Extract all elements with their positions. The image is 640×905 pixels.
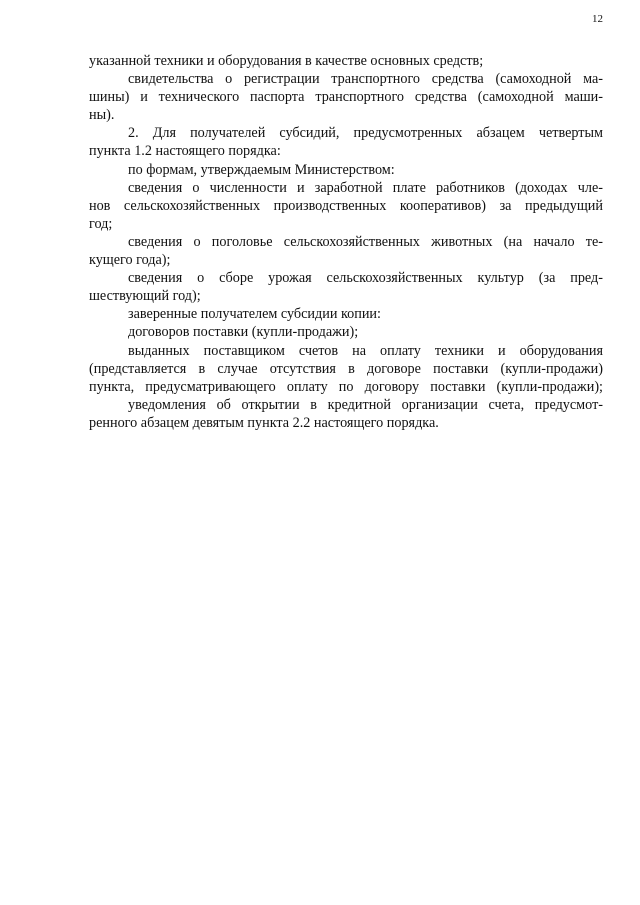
text-line: договоров поставки (купли-продажи); [128,324,359,341]
text-line: уведомления об открытии в кредитной организации счета, предусмот- [128,396,603,413]
text-line: свидетельства о регистрации транспортного средства (самоходной ма- [128,71,603,88]
text-line: сведения о численности и заработной плате работников (доходах чле- [128,179,603,196]
text-line: нов сельскохозяйственных производственных кооперативов) за предыдущий [89,197,603,214]
text-line: шествующий год); [89,288,201,305]
text-line: ны). [89,107,115,124]
text-line: сведения о поголовье сельскохозяйственных животных (на начало те- [128,233,603,250]
text-line: год; [89,215,113,232]
text-line: 2. Для получателей субсидий, предусмотренных абзацем четвертым [128,125,603,142]
text-line: кущего года); [89,252,171,269]
text-line: по формам, утверждаемым Министерством: [128,161,395,178]
text-line: пункта, предусматривающего оплату по договору поставки (купли-продажи); [89,378,603,395]
page-number: 12 [592,13,603,25]
text-line: (представляется в случае отсутствия в договоре поставки (купли-продажи) [89,360,603,377]
text-line: шины) и технического паспорта транспортного средства (самоходной маши- [89,89,603,106]
text-line: заверенные получателем субсидии копии: [128,306,381,323]
text-line: указанной техники и оборудования в качестве основных средств; [89,53,484,69]
text-line: сведения о сборе урожая сельскохозяйственных культур (за пред- [128,270,603,287]
text-line: выданных поставщиком счетов на оплату техники и оборудования [128,342,603,359]
document-body [89,52,603,432]
text-line: ренного абзацем девятым пункта 2.2 настоящего порядка. [89,414,439,431]
text-line: пункта 1.2 настоящего порядка: [89,143,281,160]
